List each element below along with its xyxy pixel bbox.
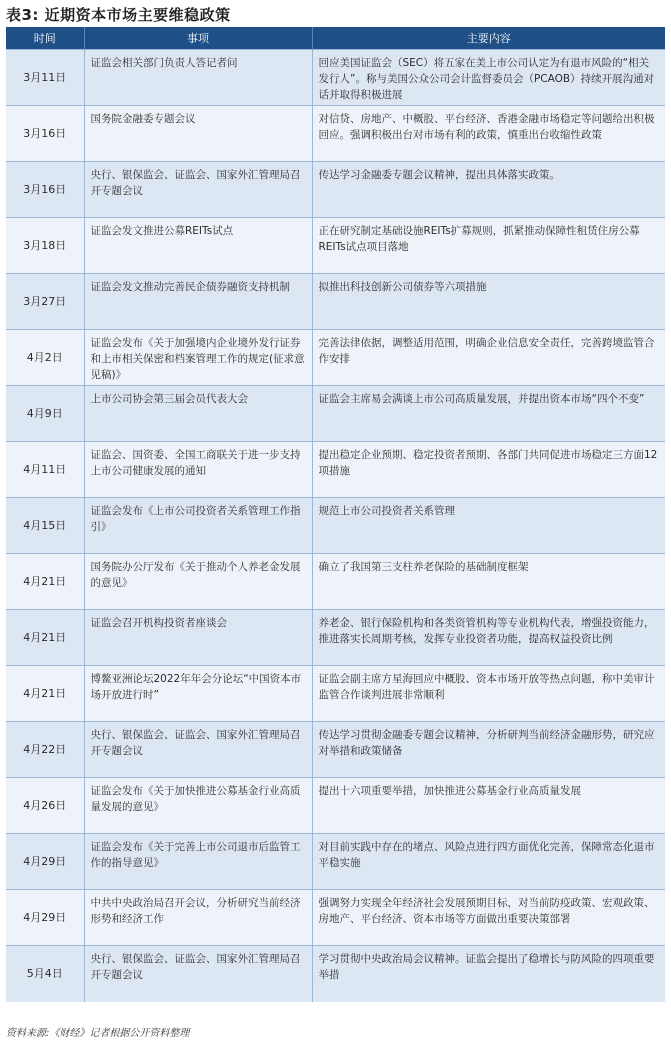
row-date: 3月18日 [6, 218, 84, 274]
table-title: 表3: 近期资本市场主要维稳政策 [6, 6, 231, 24]
policy-table-container [6, 27, 665, 1002]
row-content: 证监会主席易会满谈上市公司高质量发展，并提出资本市场“四个不变” [312, 386, 665, 442]
table-row [6, 946, 665, 1002]
header-item: 事项 [84, 27, 312, 50]
row-item: 央行、银保监会、证监会、国家外汇管理局召开专题会议 [84, 946, 312, 1002]
row-item: 中共中央政治局召开会议，分析研究当前经济形势和经济工作 [84, 890, 312, 946]
row-date: 4月9日 [6, 386, 84, 442]
row-item: 证监会发布《关于完善上市公司退市后监管工作的指导意见》 [84, 834, 312, 890]
row-date: 4月15日 [6, 498, 84, 554]
row-date: 3月11日 [6, 50, 84, 106]
table-row [6, 722, 665, 778]
row-content: 完善法律依据，调整适用范围，明确企业信息安全责任，完善跨境监管合作安排 [312, 330, 665, 386]
row-content: 传达学习贯彻金融委专题会议精神，分析研判当前经济金融形势，研究应对举措和政策储备 [312, 722, 665, 778]
row-content: 强调努力实现全年经济社会发展预期目标，对当前防疫政策、宏观政策、房地产、平台经济、资本市场等方面做出重要决策部署 [312, 890, 665, 946]
row-item: 证监会发布《关于加强境内企业境外发行证券和上市相关保密和档案管理工作的规定(征求意见稿)》 [84, 330, 312, 386]
row-content: 证监会副主席方星海回应中概股、资本市场开放等热点问题，称中美审计监管合作谈判进展非常顺利 [312, 666, 665, 722]
row-item: 央行、银保监会、证监会、国家外汇管理局召开专题会议 [84, 162, 312, 218]
header-content: 主要内容 [312, 27, 665, 50]
row-content: 学习贯彻中央政治局会议精神。证监会提出了稳增长与防风险的四项重要举措 [312, 946, 665, 1002]
table-row [6, 834, 665, 890]
table-row [6, 162, 665, 218]
row-item: 证监会相关部门负责人答记者问 [84, 50, 312, 106]
table-row [6, 386, 665, 442]
table-row [6, 274, 665, 330]
table-row [6, 666, 665, 722]
row-date: 4月21日 [6, 610, 84, 666]
header-date: 时间 [6, 27, 84, 50]
table-row [6, 890, 665, 946]
row-date: 3月16日 [6, 106, 84, 162]
row-content: 对目前实践中存在的堵点、风险点进行四方面优化完善，保障常态化退市平稳实施 [312, 834, 665, 890]
row-date: 3月27日 [6, 274, 84, 330]
table-row [6, 330, 665, 386]
row-content: 回应美国证监会（SEC）将五家在美上市公司认定为有退市风险的“相关发行人”。称与美国公众公司会计监督委员会（PCAOB）持续开展沟通对话并取得积极进展 [312, 50, 665, 106]
row-date: 4月22日 [6, 722, 84, 778]
row-item: 博鳌亚洲论坛2022年年会分论坛“中国资本市场开放进行时” [84, 666, 312, 722]
row-item: 国务院金融委专题会议 [84, 106, 312, 162]
row-item: 国务院办公厅发布《关于推动个人养老金发展的意见》 [84, 554, 312, 610]
row-item: 证监会发文推进公募REITs试点 [84, 218, 312, 274]
policy-table [6, 27, 665, 1002]
table-body [6, 50, 665, 1002]
table-row [6, 106, 665, 162]
row-item: 证监会发布《上市公司投资者关系管理工作指引》 [84, 498, 312, 554]
row-content: 对信贷、房地产、中概股、平台经济、香港金融市场稳定等问题给出积极回应。强调积极出台对市场有利的政策，慎重出台收缩性政策 [312, 106, 665, 162]
table-row [6, 610, 665, 666]
row-date: 4月21日 [6, 666, 84, 722]
row-date: 4月26日 [6, 778, 84, 834]
table-row [6, 442, 665, 498]
row-content: 正在研究制定基础设施REITs扩募规则，抓紧推动保障性租赁住房公募REITs试点项目落地 [312, 218, 665, 274]
row-content: 提出稳定企业预期、稳定投资者预期、各部门共同促进市场稳定三方面12项措施 [312, 442, 665, 498]
row-item: 央行、银保监会、证监会、国家外汇管理局召开专题会议 [84, 722, 312, 778]
table-row [6, 498, 665, 554]
row-date: 4月29日 [6, 834, 84, 890]
row-date: 4月29日 [6, 890, 84, 946]
row-item: 证监会发布《关于加快推进公募基金行业高质量发展的意见》 [84, 778, 312, 834]
row-content: 规范上市公司投资者关系管理 [312, 498, 665, 554]
row-date: 5月4日 [6, 946, 84, 1002]
row-date: 4月2日 [6, 330, 84, 386]
row-item: 证监会、国资委、全国工商联关于进一步支持上市公司健康发展的通知 [84, 442, 312, 498]
row-content: 拟推出科技创新公司债券等六项措施 [312, 274, 665, 330]
table-row [6, 778, 665, 834]
row-date: 4月11日 [6, 442, 84, 498]
row-item: 证监会发文推动完善民企债券融资支持机制 [84, 274, 312, 330]
row-content: 提出十六项重要举措，加快推进公募基金行业高质量发展 [312, 778, 665, 834]
row-item: 证监会召开机构投资者座谈会 [84, 610, 312, 666]
table-header-row [6, 27, 665, 50]
row-date: 4月21日 [6, 554, 84, 610]
row-content: 传达学习金融委专题会议精神，提出具体落实政策。 [312, 162, 665, 218]
row-content: 确立了我国第三支柱养老保险的基础制度框架 [312, 554, 665, 610]
row-item: 上市公司协会第三届会员代表大会 [84, 386, 312, 442]
row-content: 养老金、银行保险机构和各类资管机构等专业机构代表，增强投资能力，推进落实长周期考核，发挥专业投资者功能，提高权益投资比例 [312, 610, 665, 666]
source-note: 资料来源:《财经》记者根据公开资料整理 [6, 1028, 190, 1039]
row-date: 3月16日 [6, 162, 84, 218]
table-row [6, 218, 665, 274]
table-row [6, 554, 665, 610]
table-row [6, 50, 665, 106]
